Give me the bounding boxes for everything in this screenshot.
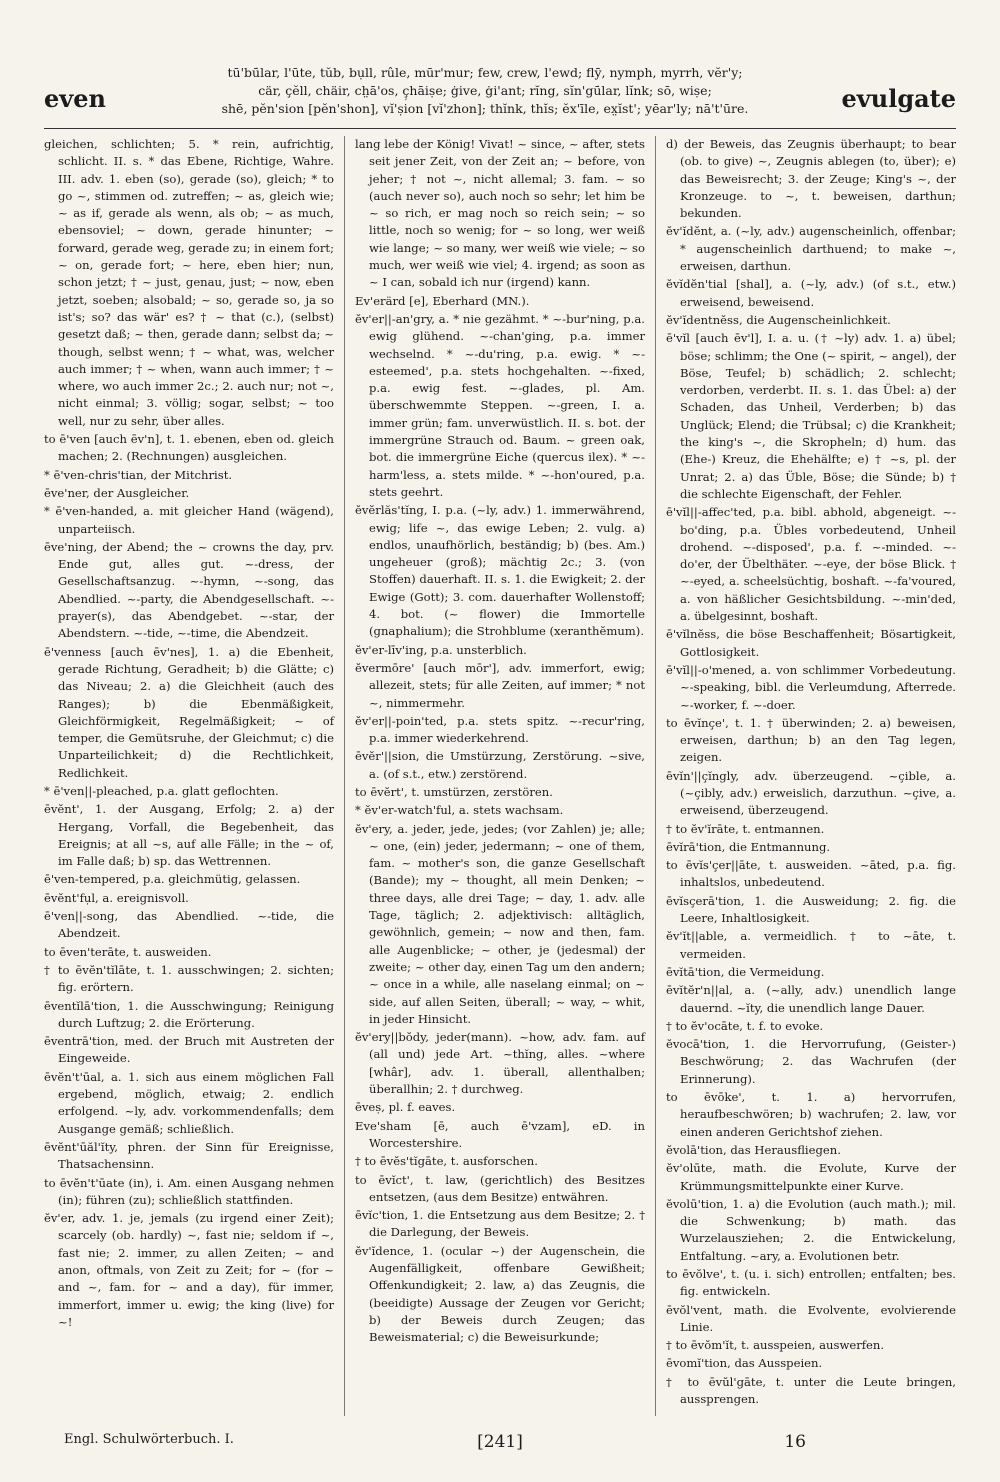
page-footer: [44, 1432, 956, 1462]
dictionary-entry: ē'ven||-song, das Abendlied. ~-tide, die Abendzeit.: [44, 909, 334, 941]
column-1: [44, 136, 345, 1416]
dictionary-entry: Eve'sham [ē, auch ē'vzam], eD. in Worcestershire.: [355, 1118, 645, 1150]
dictionary-entry: to ēvĭs'çer||āte, t. ausweiden. ~āted, p.a. fig. inhaltslos, unbedeutend.: [666, 858, 956, 890]
dictionary-entry: ēvĕnt'ūăl'ĭty, phren. der Sinn für Ereignisse, Thatsachensinn.: [44, 1139, 334, 1172]
dictionary-entry: gleichen, schlichten; 5. * rein, aufrichtig, schlicht. II. s. * das Ebene, Richtige, Wahre. III. adv. 1. eben (so), gerade (so), gleich; * to go ~, stimmen od. zutreffen; ~ as, gleich wie; ~ as if, gerade als wenn, als ob; ~ as much, ebensoviel; ~ down, gerade hinunter; ~ forward, gerade weg, gerade zu; in einem fort; ~ on, gerade fort; ~ here, eben hier; nun, schon jetzt; † ~ just, genau, just; ~ now, eben jetzt, soeben; alsobald; ~ so, gerade so, ja so ist's; so? das wär' es? † ~ that (c.), (selbst) gesetzt daß; ~ then, gerade dann; selbst da; ~ though, selbst wenn; † ~ what, was, welcher auch immer; † ~ when, wann auch immer; † ~ where, wo auch immer 2c.; 2. auch nur; not ~, nicht einmal; 3. völlig; sogar, selbst; ~ too well, nur zu sehr, über alles.: [44, 137, 334, 428]
dictionary-entry: ē'venness [auch ēv'nes], 1. a) die Ebenheit, gerade Richtung, Geradheit; b) die Glätte; c) das Niveau; 2. a) die Gleichheit (auch des Ranges); b) die Ebenmäßigkeit, Gleichförmigkeit, Regelmäßigkeit; ~ of temper, die Gemütsruhe, der Gleichmut; c) die Unparteilichkeit; d) die Rechtlichkeit, Redlichkeit.: [44, 644, 334, 780]
dictionary-entry: ēventrā'tion, med. der Bruch mit Austreten der Eingeweide.: [44, 1034, 334, 1066]
dictionary-entry: ēvĭc'tion, 1. die Entsetzung aus dem Besitze; 2. † die Darlegung, der Beweis.: [355, 1208, 645, 1240]
dictionary-entry: * ē'ven-chris'tian, der Mitchrist.: [44, 467, 233, 482]
dictionary-entry: to ēvŏlve', t. (u. i. sich) entrollen; entfalten; bes. fig. entwickeln.: [666, 1267, 956, 1299]
pronunciation-key-line: shē, pĕn'sion [pĕn'shon], vĭ'ṣion [vĭ'zhon]; thĭnk, thĭs; ĕx'īle, ex̤ĭst'; yēar'ly; nā't'ūre.: [221, 101, 749, 116]
headword-left: even: [44, 84, 106, 113]
page-number: [241]: [477, 1432, 523, 1452]
dictionary-entry: lang lebe der König! Vivat! ~ since, ~ after, stets seit jener Zeit, von der Zeit an; ~ before, von jeher; † not ~, nicht allemal; 3. fam. ~ so (auch never so), auch noch so sehr; let him be ~ so rich, er mag noch so reich sein; ~ so little, noch so wenig; for ~ so long, wer weiß wie lange; ~ so many, wer weiß wie viele; ~ so much, wer weiß wie viel; 4. irgend; as soon as ~ I can, sobald ich nur (irgend) kann.: [355, 137, 645, 290]
dictionary-entry: ē'vĭl [auch ēv'l], I. a. u. († ~ly) adv. 1. a) übel; böse; schlimm; the One (~ spirit, ~ angel), der Böse, Teufel; b) schädlich; 2. schlecht; verdorben, verderbt. II. s. 1. das Übel: a) der Schaden, das Unheil, Verderben; b) das Unglück; Elend; die Trübsal; c) die Krankheit; the king's ~, die Skropheln; d) hum. das (Ehe-) Kreuz, die Ehehälfte; e) † ~s, pl. der Unrat; 2. a) das Üble, Böse; die Sünde; b) † die schlechte Eigenschaft, der Fehler.: [666, 331, 956, 501]
dictionary-entry: ĕv'ĭdentnĕss, die Augenscheinlichkeit.: [666, 312, 891, 327]
dictionary-entry: ĕv'er, adv. 1. je, jemals (zu irgend einer Zeit); scarcely (ob. hardly) ~, fast nie; seldom if ~, fast nie; 2. immer, zu allen Zeiten; ~ and anon, oftmals, von Zeit zu Zeit; for ~ (for ~ and ~, fam. for ~ and a day), für immer, immerfort, immer u. ewig; the king (live) for ~!: [44, 1211, 334, 1329]
book-title: Engl. Schulwörterbuch. I.: [64, 1432, 234, 1447]
dictionary-entry: † to ĕv'ocāte, t. f. to evoke.: [666, 1018, 824, 1033]
dictionary-entry: * ē'ven||-pleached, p.a. glatt geflochten.: [44, 783, 279, 798]
dictionary-entry: ēvĕn't'ūal, a. 1. sich aus einem möglichen Fall ergebend, möglich, etwaig; 2. endlich erfolgend. ~ly, adv. vorkommendenfalls; dem Ausgange gemäß; schließlich.: [44, 1069, 334, 1136]
dictionary-entry: ĕv'ĭdence, 1. (ocular ~) der Augenschein, die Augenfälligkeit, offenbare Gewißheit; Offenkundigkeit; 2. law, a) das Zeugnis, die (beeidigte) Aussage der Zeugen vor Gericht; b) der Beweis durch Zeugen; das Beweismaterial; c) die Beweisurkunde;: [355, 1243, 645, 1345]
dictionary-entry: to ēvĕn't'ūate (in), i. Am. einen Ausgang nehmen (in); führen (zu); schließlich stattfinden.: [44, 1175, 334, 1207]
dictionary-entry: ēvĭtĕr'n||al, a. (~ally, adv.) unendlich lange dauernd. ~ĭty, die unendlich lange Dauer.: [666, 983, 956, 1015]
dictionary-entry: ēvĭsçerā'tion, 1. die Ausweidung; 2. fig. die Leere, Inhaltlosigkeit.: [666, 893, 956, 926]
dictionary-entry: † to ēvĕn'tĭlāte, t. 1. ausschwingen; 2. sichten; fig. erörtern.: [44, 962, 334, 995]
dictionary-entry: Ev'erärd [e], Eberhard (MN.).: [355, 293, 530, 308]
dictionary-entry: ĕv'olūte, math. die Evolute, Kurve der Krümmungsmittelpunkte einer Kurve.: [666, 1161, 956, 1193]
pronunciation-key: [184, 64, 786, 118]
entry-columns: [44, 136, 956, 1416]
dictionary-entry: ĕv'ery||bŏdy, jeder(mann). ~how, adv. fam. auf (all und) jede Art. ~thĭng, alles. ~where [whâr], adv. 1. überall, allenthalben; überallhin; 2. † durchweg.: [355, 1030, 645, 1097]
dictionary-entry: ĕvĭdĕn'tial [shal], a. (~ly, adv.) (of s.t., etw.) erweisend, beweisend.: [666, 277, 956, 309]
dictionary-entry: ēventĭlā'tion, 1. die Ausschwingung; Reinigung durch Luftzug; 2. die Erörterung.: [44, 998, 334, 1030]
dictionary-entry: ĕv'er-līv'ing, p.a. unsterblich.: [355, 642, 527, 657]
page-header: [44, 64, 956, 124]
dictionary-entry: ĕvolū'tion, 1. a) die Evolution (auch math.); mil. die Schwenkung; b) math. das Wurzelausziehen; 2. die Entwickelung, Entfaltung. ~ary, a. Evolutionen betr.: [666, 1196, 956, 1263]
dictionary-entry: ē'vĭlnĕss, die böse Beschaffenheit; Bösartigkeit, Gottlosigkeit.: [666, 627, 956, 659]
dictionary-entry: ēveṣ, pl. f. eaves.: [355, 1100, 456, 1115]
dictionary-entry: ĕvolā'tion, das Herausfliegen.: [666, 1142, 841, 1157]
dictionary-entry: ē'vĭl||-o'mened, a. von schlimmer Vorbedeutung. ~-speaking, bibl. die Verleumdung, Afterrede. ~-worker, f. ~-doer.: [666, 662, 956, 712]
headword-right: evulgate: [841, 84, 956, 113]
dictionary-entry: ĕv'ery, a. jeder, jede, jedes; (vor Zahlen) je; alle; ~ one, (ein) jeder, jedermann; ~ one of them, fam. ~ mother's son, die ganze Gesellschaft (Bande); my ~ thought, all mein Denken; ~ three days, alle drei Tage; ~ day, 1. adv. alle Tage, täglich; 2. adjektivisch: alltäglich, gewöhnlich, gemein; ~ now and then, fam. alle Augenblicke; ~ other, je (jedesmal) der zweite; ~ other day, einen Tag um den andern; ~ once in a while, alle naselang einmal; on ~ side, auf allen Seiten, überall; ~ way, ~ whit, in jeder Hinsicht.: [355, 821, 645, 1026]
header-rule: [44, 128, 956, 129]
column-2: [355, 136, 656, 1416]
column-3: [666, 136, 956, 1416]
pronunciation-key-line: cär, çĕll, chäir, ch̤ā'os, ç̦hāiṣe; ġive, ġi'ant; rĭng, sĭn'gū̇lar, lĭnk; sō, wiṣe;: [258, 83, 712, 98]
dictionary-entry: ĕvermōre' [auch mōr'], adv. immerfort, ewig; allezeit, stets; für alle Zeiten, auf immer; * not ~, nimmermehr.: [355, 660, 645, 710]
dictionary-entry: ēvĕnt'fụl, a. ereignisvoll.: [44, 890, 189, 905]
dictionary-entry: to ē'ven [auch ēv'n], t. 1. ebenen, eben od. gleich machen; 2. (Rechnungen) ausgleichen.: [44, 432, 334, 464]
dictionary-entry: d) der Beweis, das Zeugnis überhaupt; to bear (ob. to give) ~, Zeugnis ablegen (to, über); e) das Beweisrecht; 3. der Zeuge; King's ~, der Kronzeuge. to ~, t. beweisen, darthun; bekunden.: [666, 137, 956, 221]
dictionary-entry: † to ēvĕs'tĭgāte, t. ausforschen.: [355, 1154, 538, 1169]
pronunciation-key-line: tū'bū̇lar, l'ūte, tŭb, bụll, rûle, mūr'mur; few, crew, l'ewd; flȳ, nymph, myrrh, vĕr'y;: [227, 65, 743, 80]
dictionary-entry: to ēven'terāte, t. ausweiden.: [44, 944, 212, 959]
dictionary-entry: ĕv'er||-poin'ted, p.a. stets spitz. ~-recur'ring, p.a. immer wiederkehrend.: [355, 713, 645, 746]
dictionary-entry: ēvomĭ'tion, das Ausspeien.: [666, 1356, 823, 1371]
dictionary-entry: ĕv'ĭdĕnt, a. (~ly, adv.) augenscheinlich, offenbar; * augenscheinlich darthuend; to make ~, erweisen, darthun.: [666, 224, 956, 274]
dictionary-entry: ēvĭrā'tion, die Entmannung.: [666, 839, 831, 854]
dictionary-entry: ēvĕnt', 1. der Ausgang, Erfolg; 2. a) der Hergang, Vorfall, die Begebenheit, das Ereignis; at all ~s, auf alle Fälle; in the ~ of, im Falle daß; b) sp. das Wettrennen.: [44, 802, 334, 869]
dictionary-entry: to ēvĭct', t. law, (gerichtlich) des Besitzes entsetzen, (aus dem Besitze) entwähren.: [355, 1172, 645, 1204]
dictionary-entry: ēvĭtā'tion, die Vermeidung.: [666, 964, 825, 979]
dictionary-entry: † to ēvŭl'gāte, t. unter die Leute bringen, aussprengen.: [666, 1374, 956, 1407]
dictionary-entry: * ĕv'er-watch'ful, a. stets wachsam.: [355, 803, 564, 818]
dictionary-entry: ē'vĭl||-affec'ted, p.a. bibl. abhold, abgeneigt. ~-bo'ding, p.a. Übles vorbedeutend, Unheil drohend. ~-disposed', p.a. f. ~-minded. ~-do'er, der Übelthäter. ~-eye, der böse Blick. † ~-eyed, a. scheelsüchtig, boshaft. ~-fa'voured, a. von häßlicher Gesichtsbildung. ~-min'ded, a. übelgesinnt, boshaft.: [666, 505, 956, 624]
dictionary-entry: ēve'ner, der Ausgleicher.: [44, 485, 190, 500]
dictionary-entry: ēvŏl'vent, math. die Evolvente, evolvierende Linie.: [666, 1302, 956, 1334]
dictionary-entry: * ē'ven-handed, a. mit gleicher Hand (wägend), unparteiisch.: [44, 504, 334, 536]
dictionary-entry: ĕv'er||-an'gry, a. * nie gezähmt. * ~-bur'ning, p.a. ewig glühend. ~-chan'ging, p.a. immer wechselnd. * ~-du'ring, p.a. ewig. * ~-esteemed', p.a. stets hochgehalten. ~-fixed, p.a. ewig fest. ~-glades, pl. Am. überschwemmte Steppen. ~-green, I. a. immer grün; fam. unverwüstlich. II. s. bot. der immergrüne Strauch od. Baum. ~ green oak, bot. die immergrüne Eiche (quercus ilex). * ~-harm'less, a. stets milde. * ~-hon'oured, p.a. stets geehrt.: [355, 311, 645, 499]
dictionary-entry: ēvĕr'||sion, die Umstürzung, Zerstörung. ~sive, a. (of s.t., etw.) zerstörend.: [355, 749, 645, 781]
dictionary-entry: † to ĕv'ĭrāte, t. entmannen.: [666, 821, 825, 836]
dictionary-entry: ēve'ning, der Abend; the ~ crowns the day, prv. Ende gut, alles gut. ~-dress, der Gesellschaftsanzug. ~-hymn, ~-song, das Abendlied. ~-party, die Abendgesellschaft. ~-prayer(s), das Abendgebet. ~-star, der Abendstern. ~-tide, ~-time, die Abendzeit.: [44, 539, 334, 641]
dictionary-entry: † to ēvŏm'ĭt, t. ausspeien, auswerfen.: [666, 1338, 885, 1353]
dictionary-entry: to ēvōke', t. 1. a) hervorrufen, heraufbeschwören; b) wachrufen; 2. law, vor einen anderen Gerichtshof ziehen.: [666, 1090, 956, 1139]
dictionary-entry: ĕv'ĭt||able, a. vermeidlich. † to ~āte, t. vermeiden.: [666, 929, 956, 961]
dictionary-entry: ēvĭn'||çĭngly, adv. überzeugend. ~çible, a. (~çibly, adv.) erweislich, darzuthun. ~çive, a. erweisend, überzeugend.: [666, 768, 956, 818]
dictionary-entry: ĕvĕrlăs'tĭng, I. p.a. (~ly, adv.) 1. immerwährend, ewig; life ~, das ewige Leben; 2. vulg. a) endlos, unaufhörlich, beständig; b) (bes. Am.) ungeheuer (groß); mächtig 2c.; 3. (von Stoffen) dauerhaft. II. s. 1. die Ewigkeit; 2. der Ewige (Gott); 3. com. dauerhafter Wollenstoff; 4. bot. (~ flower) die Immortelle (gnaphalium); die Strohblume (xeranthĕmum).: [355, 503, 645, 639]
dictionary-entry: ē'ven-tempered, p.a. gleichmütig, gelassen.: [44, 872, 301, 887]
dictionary-entry: ĕvocā'tion, 1. die Hervorrufung, (Geister-) Beschwörung; 2. das Wachrufen (der Erinnerung).: [666, 1037, 956, 1086]
signature-mark: 16: [784, 1432, 806, 1452]
dictionary-entry: to ēvĕrt', t. umstürzen, zerstören.: [355, 784, 553, 799]
dictionary-entry: to ēvĭnçe', t. 1. † überwinden; 2. a) beweisen, erweisen, darthun; b) an den Tag legen, zeigen.: [666, 715, 956, 765]
